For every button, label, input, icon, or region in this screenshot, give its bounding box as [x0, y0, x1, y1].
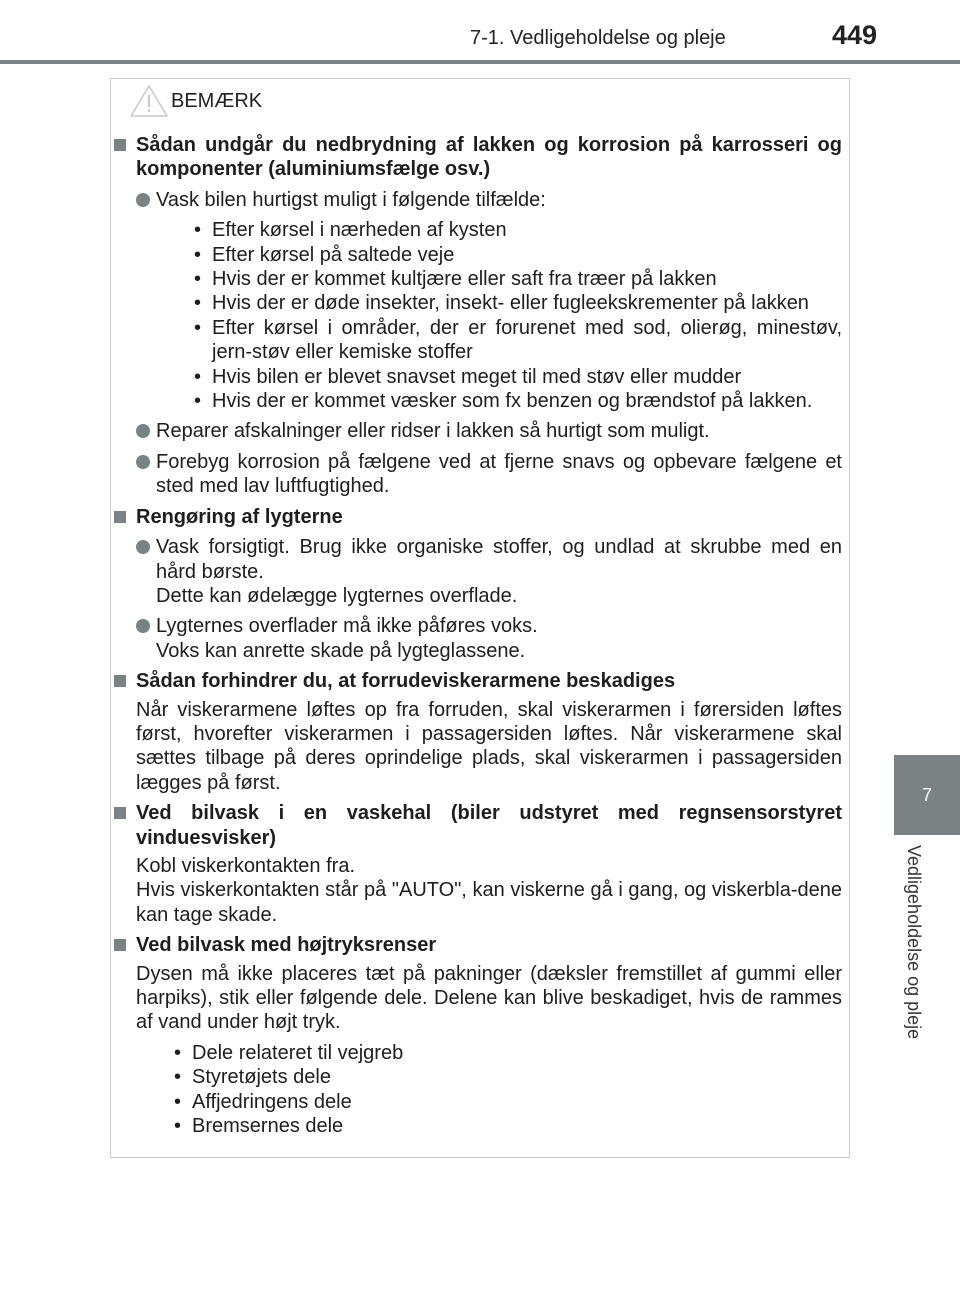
section-title: Ved bilvask i en vaskehal (biler udstyret med regnsensorstyret vinduesvisker): [136, 802, 842, 849]
bullet-list: [136, 1041, 842, 1139]
notice-section: [112, 133, 842, 499]
list-item-text: Lygternes overflader må ikke påføres voks. Voks kan anrette skade på lygteglassene.: [156, 615, 538, 662]
bullet-list: [156, 218, 842, 413]
square-bullet-icon: [114, 139, 126, 151]
bullet-item: • Efter kørsel i nærheden af kysten: [194, 218, 842, 242]
notice-header: [129, 85, 262, 117]
section-title: Ved bilvask med højtryksrenser: [136, 934, 437, 957]
list-item: [136, 188, 842, 414]
square-bullet-icon: [114, 511, 126, 523]
bullet-item: • Efter kørsel i områder, der er forurenet med sod, olierøg, minestøv, jern-støv eller kemiske stoffer: [194, 316, 842, 365]
bullet-item: • Hvis der er kommet væsker som fx benzen og brændstof på lakken.: [194, 389, 842, 413]
notice-section: [112, 801, 842, 927]
square-bullet-icon: [114, 939, 126, 951]
list-item: [136, 614, 842, 663]
list-item: [136, 450, 842, 499]
square-bullet-icon: [114, 807, 126, 819]
bullet-item: • Dele relateret til vejgreb: [174, 1041, 842, 1065]
bullet-item: • Hvis der er døde insekter, insekt- eller fugleekskrementer på lakken: [194, 291, 842, 315]
bullet-item: • Efter kørsel på saltede veje: [194, 243, 842, 267]
list-item-text: Vask forsigtigt. Brug ikke organiske stoffer, og undlad at skrubbe med en hård børste. Dette kan ødelægge lygternes overflade.: [156, 536, 842, 607]
notice-section: [112, 669, 842, 795]
notice-content: [112, 133, 842, 1138]
section-title: Sådan undgår du nedbrydning af lakken og korrosion på karrosseri og komponenter (aluminiumsfælge osv.): [136, 134, 842, 181]
page-number: 449: [832, 20, 878, 50]
circle-bullet-icon: [136, 540, 150, 554]
warning-triangle-icon: [129, 84, 169, 118]
square-bullet-icon: [114, 675, 126, 687]
circle-bullet-icon: [136, 193, 150, 207]
section-title: Sådan forhindrer du, at forrudeviskerarmene beskadiges: [136, 670, 676, 693]
section-paragraph: Kobl viskerkontakten fra. Hvis viskerkontakten står på "AUTO", kan viskerne gå i gang, og viskerbla-dene kan tage skade.: [136, 854, 842, 926]
bullet-item: • Hvis der er kommet kultjære eller saft fra træer på lakken: [194, 267, 842, 291]
notice-title: BEMÆRK: [171, 89, 263, 112]
list-item-text: Vask bilen hurtigst muligt i følgende tilfælde:: [156, 188, 546, 211]
list-item: [136, 419, 842, 443]
notice-section: [112, 505, 842, 663]
chapter-title: 7-1. Vedligeholdelse og pleje: [470, 27, 726, 49]
circle-bullet-icon: [136, 455, 150, 469]
notice-section: [112, 933, 842, 1138]
circle-bullet-icon: [136, 424, 150, 438]
list-item-text: Reparer afskalninger eller ridser i lakken så hurtigt som muligt.: [156, 420, 710, 443]
chapter-tab-label: Vedligeholdelse og pleje: [904, 845, 924, 1040]
circle-bullet-icon: [136, 619, 150, 633]
bullet-item: • Hvis bilen er blevet snavset meget til med støv eller mudder: [194, 365, 842, 389]
bullet-item: • Styretøjets dele: [174, 1065, 842, 1089]
bullet-item: • Bremsernes dele: [174, 1114, 842, 1138]
bullet-item: • Affjedringens dele: [174, 1090, 842, 1114]
header-rule: [0, 60, 960, 64]
section-paragraph: Dysen må ikke placeres tæt på pakninger (dæksler fremstillet af gummi eller harpiks), stik eller følgende dele. Delene kan blive beskadiget, hvis de rammes af vand under højt tryk.: [136, 962, 842, 1034]
section-paragraph: Når viskerarmene løftes op fra forruden, skal viskerarmen i førersiden løftes først, hvorefter viskerarmen i passagersiden løftes. Når viskerarmene skal sættes tilbage på deres oprindelige plads, skal viskerarmen i passagersiden lægges på først.: [136, 698, 842, 794]
chapter-tab-number: 7: [894, 755, 960, 835]
section-title: Rengøring af lygterne: [136, 505, 343, 528]
list-item-text: Forebyg korrosion på fælgene ved at fjerne snavs og opbevare fælgene et sted med lav luftfugtighed.: [156, 450, 842, 498]
list-item: [136, 535, 842, 608]
